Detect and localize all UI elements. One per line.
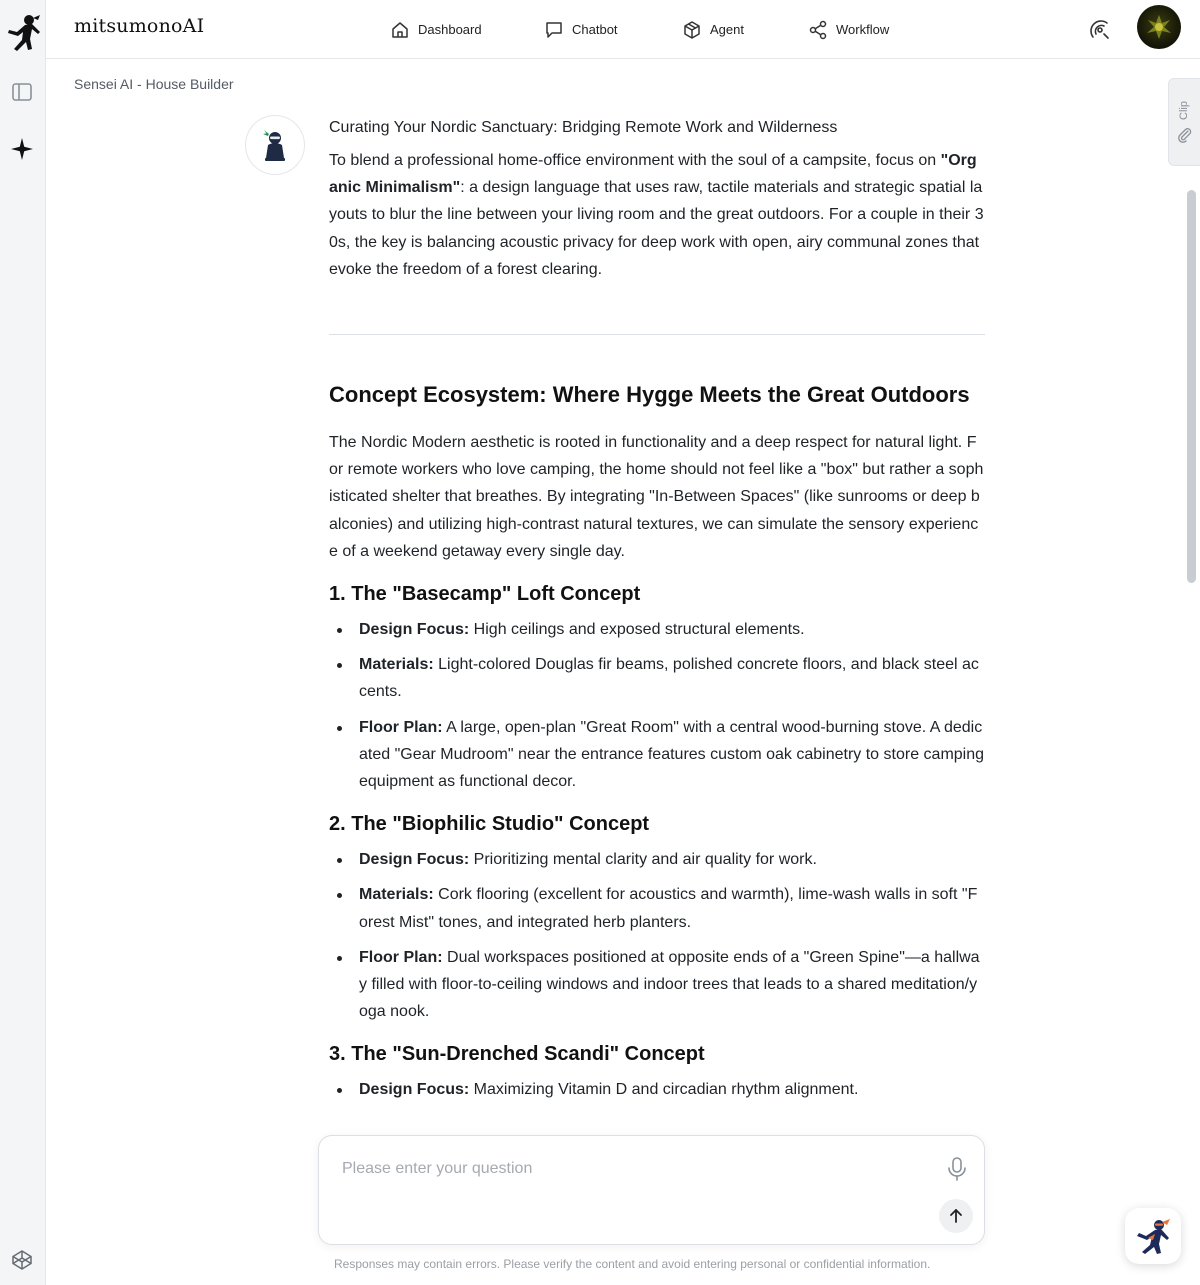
disclaimer-text: Responses may contain errors. Please verify the content and avoid entering personal or confidential information. xyxy=(334,1257,931,1271)
list-item xyxy=(329,651,985,705)
concept-list xyxy=(329,1076,985,1103)
ninja-mascot-icon xyxy=(1133,1216,1173,1256)
cube-icon xyxy=(682,20,702,40)
share-nodes-icon xyxy=(808,20,828,40)
item-text: High ceilings and exposed structural elements. xyxy=(469,621,805,639)
item-text: Dual workspaces positioned at opposite ends of a "Green Spine"—a hallway filled with floor-to-ceiling windows and indoor trees that leads to a shared meditation/yoga nook. xyxy=(359,948,980,1021)
section-paragraph: The Nordic Modern aesthetic is rooted in functionality and a deep respect for natural light. For remote workers who love camping, the home should not feel like a "box" but rather a sophisticated shelter that breathes. By integrating "In-Between Spaces" (like sunrooms or deep balconies) and utilizing high-contrast natural textures, we can simulate the sensory experience of a weekend getaway every single day. xyxy=(329,434,984,560)
list-item xyxy=(329,846,985,873)
chat-bubble-icon xyxy=(544,20,564,40)
intro-bold-text: "Organic Minimalism" xyxy=(329,152,977,197)
sparkle-icon[interactable] xyxy=(9,136,35,162)
nav-chatbot[interactable] xyxy=(544,0,618,59)
left-rail xyxy=(0,0,46,1285)
ninja-bot-icon xyxy=(260,128,290,162)
floating-assistant-button[interactable] xyxy=(1125,1208,1181,1264)
list-item xyxy=(329,944,985,1026)
concept-title: 2. The "Biophilic Studio" Concept xyxy=(329,813,650,836)
concept-list xyxy=(329,846,985,1025)
clip-tab[interactable] xyxy=(1168,78,1200,166)
item-label: Design Focus: xyxy=(359,1081,470,1099)
assistant-message xyxy=(329,117,985,1112)
ninja-logo-icon[interactable] xyxy=(5,12,41,52)
home-icon xyxy=(390,20,410,40)
section-divider xyxy=(329,334,985,335)
nav-agent[interactable] xyxy=(682,0,744,59)
item-label: Floor Plan: xyxy=(359,948,443,966)
item-label: Design Focus: xyxy=(359,851,470,869)
brand-name[interactable]: mitsumonoAI xyxy=(74,15,205,37)
list-item xyxy=(329,616,985,643)
nav-label: Chatbot xyxy=(572,22,618,37)
message-lead-title: Curating Your Nordic Sanctuary: Bridging Remote Work and Wilderness xyxy=(329,119,838,136)
item-label: Materials: xyxy=(359,886,434,904)
concept-title: 1. The "Basecamp" Loft Concept xyxy=(329,583,641,606)
broadcast-icon[interactable] xyxy=(1088,16,1114,42)
toggle-sidebar-icon[interactable] xyxy=(9,79,35,105)
nav-label: Workflow xyxy=(836,22,890,37)
item-text: Maximizing Vitamin D and circadian rhythm alignment. xyxy=(469,1081,859,1099)
breadcrumb[interactable]: Sensei AI - House Builder xyxy=(74,76,234,92)
list-item xyxy=(329,714,985,796)
microphone-icon[interactable] xyxy=(946,1156,968,1182)
section-heading: Concept Ecosystem: Where Hygge Meets the Great Outdoors xyxy=(329,382,970,408)
item-text: A large, open-plan "Great Room" with a central wood-burning stove. A dedicated "Gear Mudroom" near the entrance features custom oak cabinetry to store camping equipment as functional decor. xyxy=(359,718,985,791)
list-item xyxy=(329,881,985,935)
top-header xyxy=(46,0,1200,59)
paperclip-icon xyxy=(1177,127,1193,143)
item-text: Cork flooring (excellent for acoustics and warmth), lime-wash walls in soft "Forest Mist" tones, and integrated herb planters. xyxy=(359,886,978,931)
item-text: Prioritizing mental clarity and air quality for work. xyxy=(469,851,817,869)
intro-text: To blend a professional home-office environment with the soul of a campsite, focus on xyxy=(329,152,941,169)
nav-label: Dashboard xyxy=(418,22,482,37)
codepen-cube-icon[interactable] xyxy=(9,1247,35,1273)
nav-label: Agent xyxy=(710,22,744,37)
user-avatar[interactable] xyxy=(1137,5,1181,49)
arrow-up-icon xyxy=(947,1207,965,1225)
question-input[interactable] xyxy=(342,1156,902,1182)
message-intro xyxy=(329,147,985,283)
nav-dashboard[interactable] xyxy=(390,0,482,59)
chat-composer xyxy=(318,1135,985,1245)
nav-workflow[interactable] xyxy=(808,0,889,59)
list-item xyxy=(329,1076,985,1103)
bot-avatar xyxy=(245,115,305,175)
item-label: Materials: xyxy=(359,656,434,674)
clip-label: Clip xyxy=(1178,101,1190,120)
concept-list xyxy=(329,616,985,795)
item-text: Light-colored Douglas fir beams, polished concrete floors, and black steel accents. xyxy=(359,656,979,701)
item-label: Floor Plan: xyxy=(359,718,443,736)
intro-text: : a design language that uses raw, tactile materials and strategic spatial layouts to blur the line between your living room and the great outdoors. For a couple in their 30s, the key is balancing acoustic privacy for deep work with open, airy communal zones that evoke the freedom of a forest clearing. xyxy=(329,179,984,278)
send-button[interactable] xyxy=(939,1199,973,1233)
concept-title: 3. The "Sun-Drenched Scandi" Concept xyxy=(329,1043,705,1066)
item-label: Design Focus: xyxy=(359,621,470,639)
scrollbar-thumb[interactable] xyxy=(1187,190,1196,583)
